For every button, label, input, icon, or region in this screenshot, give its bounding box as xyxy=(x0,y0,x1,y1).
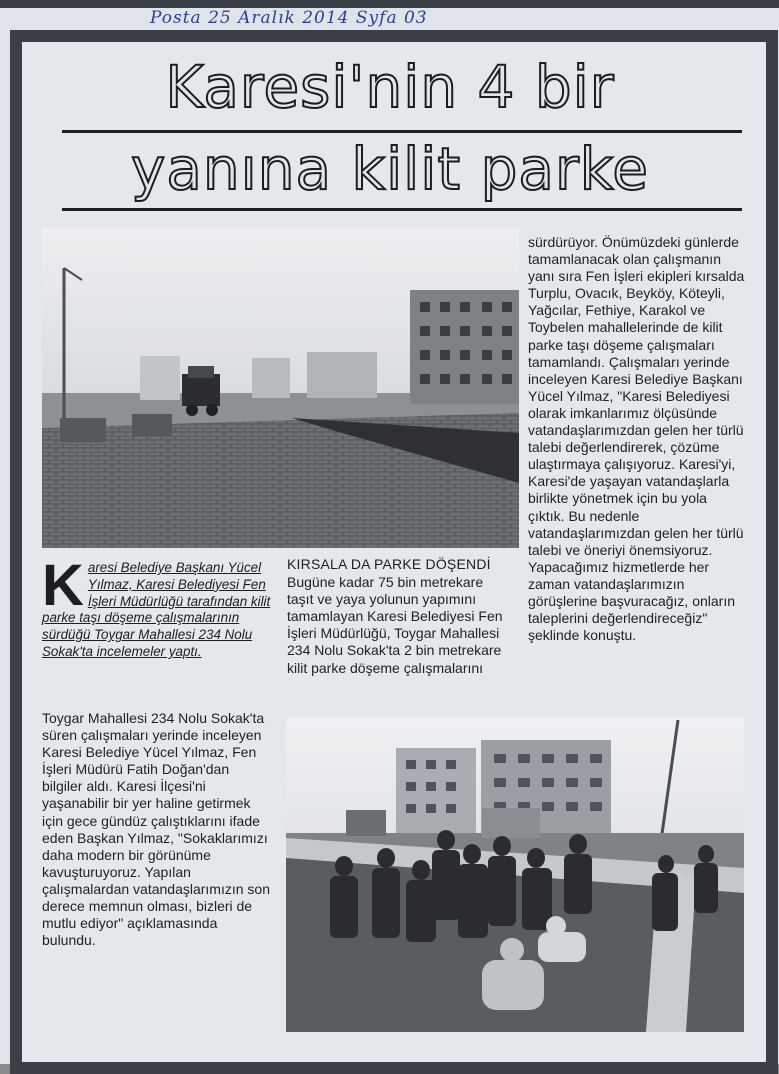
headline-line-2: yanına kilit parke xyxy=(131,135,649,203)
body-left-text: Toygar Mahallesi 234 Nolu Sokak'ta süren çalışmaları yerinde inceleyen Karesi Belediye Yücel Yılmaz, Fen İşleri Müdürü Fatih Doğan'dan bilgiler aldı. Karesi İlçesi'ni yaşanabilir bir yer haline getirmek için gece gündüz çalıştıklarını ifade eden Başkan Yılmaz, "Sokaklarımızı daha modern bir görünüme kavuşturuyoruz. Yapılan çalışmalardan vatandaşlarımızın son derece memnun olması, bizleri de mutlu ediyor" açıklamasında bulundu. xyxy=(42,710,270,949)
scan-top-edge xyxy=(0,0,779,8)
distant-building-3 xyxy=(140,356,180,400)
photo-caption xyxy=(42,553,280,661)
headline-rule-bottom xyxy=(62,208,742,211)
body-column-left xyxy=(42,710,272,949)
subheading: KIRSALA DA PARKE DÖŞENDİ xyxy=(287,556,491,572)
paver-pallet-2 xyxy=(132,414,172,436)
building-windows xyxy=(406,754,602,813)
paver-stack-1 xyxy=(346,810,386,836)
paver-stack-2 xyxy=(482,808,540,838)
drop-cap: K xyxy=(42,553,84,618)
distant-building-1 xyxy=(252,358,290,398)
paver-pallet-1 xyxy=(60,418,106,442)
body-middle-text: Bugüne kadar 75 bin metrekare taşıt ve yaya yolunun yapımını tamamlayan Karesi Belediyesi Fen İşleri Müdürlüğü, Toygar Mahallesi 234 Nolu Sokak'ta 2 bin metrekare kilit parke döşeme çalışmalarını xyxy=(287,574,503,676)
handwritten-note: Posta 25 Aralık 2014 Syfa 03 xyxy=(150,8,428,28)
body-column-right xyxy=(528,234,746,644)
photo-road-paving xyxy=(42,228,519,548)
photo-officials-inspection xyxy=(286,718,744,1032)
caption-text: aresi Belediye Başkanı Yücel Yılmaz, Karesi Belediyesi Fen İşleri Müdürlüğü tarafından kilit parke taşı döşeme çalışmalarının sürdüğü Toygar Mahallesi 234 Nolu Sokak'ta incelemeler yaptı. xyxy=(42,560,271,659)
distant-building-2 xyxy=(307,352,377,398)
headline-rule-top xyxy=(62,130,742,133)
body-right-text: sürdürüyor. Önümüzdeki günlerde tamamlanacak olan çalışmanın yanı sıra Fen İşleri ekipleri kırsalda Turplu, Ovacık, Beyköy, Köteyli, Yağcılar, Fethiye, Karakol ve Toybelen mahallelerinde de kilit parke taşı döşeme çalışmaları tamamlandı. Çalışmaları yerinde inceleyen Karesi Belediye Başkanı Yücel Yılmaz, "Karesi Belediyesi olarak imkanlarımız ölçüsünde vatandaşlarımızdan gelen her türlü talebi değerlendirerek, çözüme ulaştırmaya çalışıyoruz. Karesi'yi, Karesi'de yaşayan vatandaşlarla birlikte yönetmek için bu yola çıktık. Bu nedenle vatandaşlarımızdan gelen her türlü talebi ve öneriyi önemsiyoruz. Yapacağımız hizmetlerde her zaman vatandaşlarımızın görüşlerine başvuracağız, onların taleplerini değerlendireceğiz" şeklinde konuştu. xyxy=(528,234,745,644)
body-column-middle xyxy=(287,556,509,677)
headline-line-1: Karesi'nin 4 bir xyxy=(165,53,615,121)
